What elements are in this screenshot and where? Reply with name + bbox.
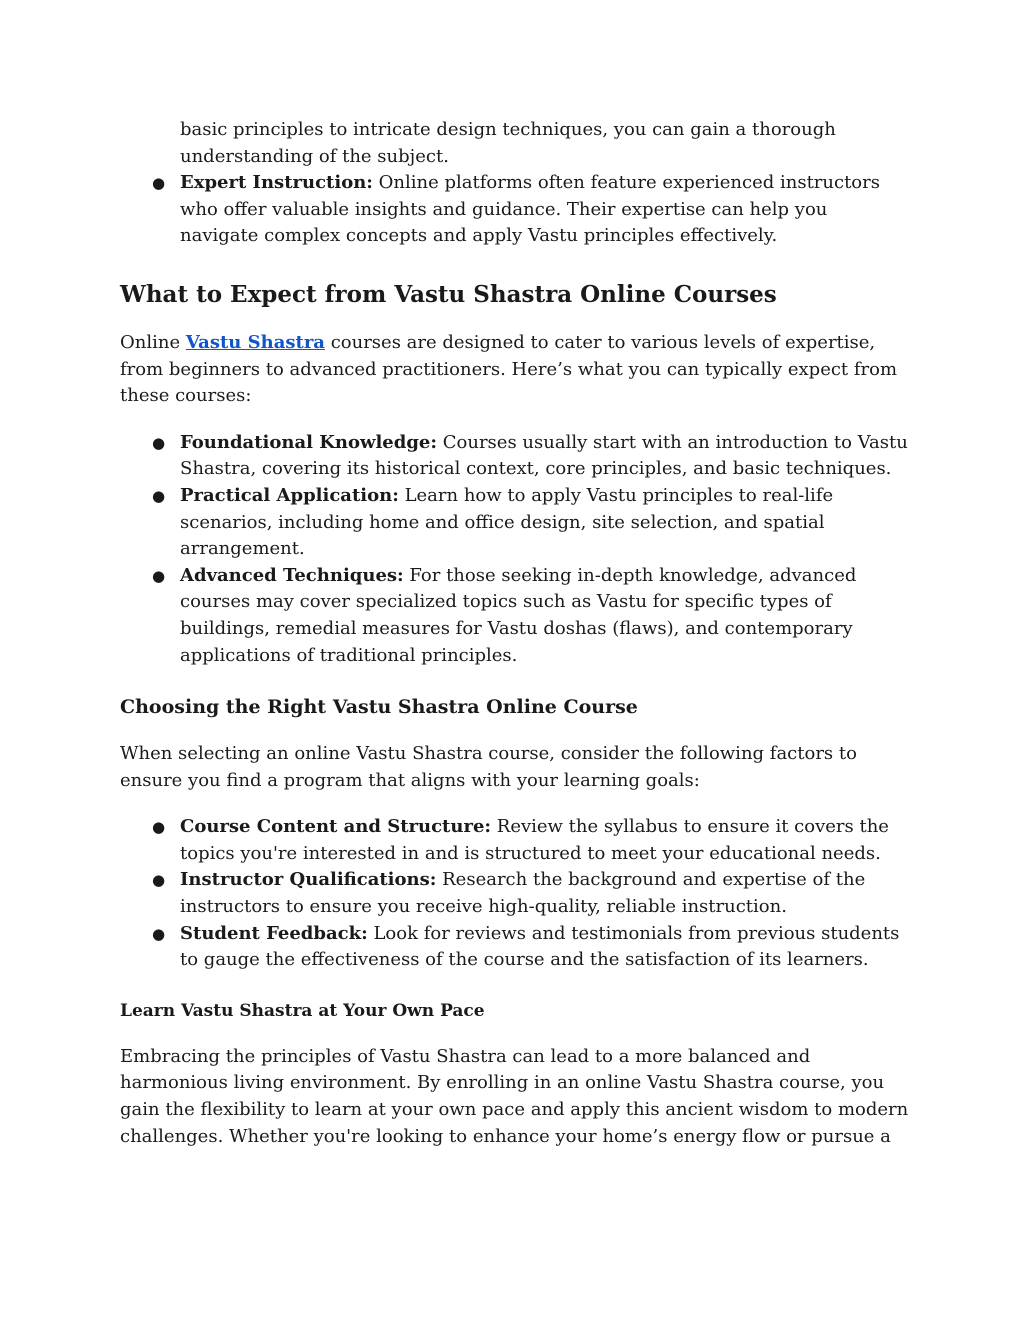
paragraph-text: Online xyxy=(120,331,186,353)
section-paragraph: Embracing the principles of Vastu Shastra can lead to a more balanced and harmonious living environment. By enrolling in an online Vastu Shastra course, you gain the flexibility to learn at your own pace and apply this ancient wisdom to modern challenges. Whether you're looking to enhance your home’s energy flow or pursue a xyxy=(120,1045,909,1147)
list-item-text: Review the syllabus to ensure it covers the topics you're interested in and is structured to meet your educational needs. xyxy=(180,816,889,864)
list-item-term: Student Feedback: xyxy=(180,922,368,944)
list-item xyxy=(120,430,910,483)
bullet-dot: ● xyxy=(152,433,166,452)
list-item xyxy=(120,170,910,250)
bullet-continuation: basic principles to intricate design techniques, you can gain a thorough understanding of the subject. xyxy=(180,119,836,167)
bullet-dot: ● xyxy=(152,818,166,837)
section-paragraph xyxy=(120,330,910,410)
bullet-dot: ● xyxy=(152,871,166,890)
list-item-term: Foundational Knowledge: xyxy=(180,431,438,453)
list-item xyxy=(120,563,910,669)
section-heading-own-pace: Learn Vastu Shastra at Your Own Pace xyxy=(120,1000,485,1021)
list-item-term: Advanced Techniques: xyxy=(180,564,404,586)
section-heading-what-to-expect: What to Expect from Vastu Shastra Online Courses xyxy=(120,280,777,308)
list-item xyxy=(120,814,910,867)
list-item-text: Courses usually start with an introduction to Vastu Shastra, covering its historical context, core principles, and basic techniques. xyxy=(180,431,908,480)
list-item-text: Look for reviews and testimonials from previous students to gauge the effectiveness of the course and the satisfaction of its learners. xyxy=(180,922,900,971)
list-item-term: Expert Instruction: xyxy=(180,172,373,194)
list-item-text: Online platforms often feature experienced instructors who offer valuable insights and guidance. Their expertise can help you navigate complex concepts and apply Vastu principles effectively. xyxy=(180,172,880,247)
choosing-bullet-list xyxy=(120,814,910,974)
section-paragraph: When selecting an online Vastu Shastra course, consider the following factors to ensure you find a program that aligns with your learning goals: xyxy=(120,743,857,791)
list-item xyxy=(120,921,910,974)
list-item-text: Research the background and expertise of the instructors to ensure you receive high-quality, reliable instruction. xyxy=(180,869,866,918)
paragraph-text: courses are designed to cater to various levels of expertise, from beginners to advanced practitioners. Here’s what you can typically expect from these courses: xyxy=(120,331,898,407)
bullet-dot: ● xyxy=(152,174,166,193)
document-page xyxy=(120,117,910,1150)
bullet-dot: ● xyxy=(152,924,166,943)
intro-bullet-list xyxy=(120,170,910,250)
list-item-text: For those seeking in-depth knowledge, advanced courses may cover specialized topics such as Vastu for specific types of buildings, remedial measures for Vastu doshas (flaws), and contemporary applications of traditional principles. xyxy=(180,564,857,666)
list-item xyxy=(120,483,910,563)
list-item-text: Learn how to apply Vastu principles to real-life scenarios, including home and office design, site selection, and spatial arrangement. xyxy=(180,484,834,560)
vastu-shastra-link[interactable]: Vastu Shastra xyxy=(185,331,325,353)
bullet-dot: ● xyxy=(152,566,166,585)
section-heading-choosing: Choosing the Right Vastu Shastra Online Course xyxy=(120,696,638,719)
bullet-dot: ● xyxy=(152,486,166,505)
list-item-term: Instructor Qualifications: xyxy=(180,869,437,891)
expect-bullet-list xyxy=(120,430,910,669)
list-item xyxy=(120,867,910,920)
list-item-term: Practical Application: xyxy=(180,484,399,506)
list-item-term: Course Content and Structure: xyxy=(180,816,492,838)
